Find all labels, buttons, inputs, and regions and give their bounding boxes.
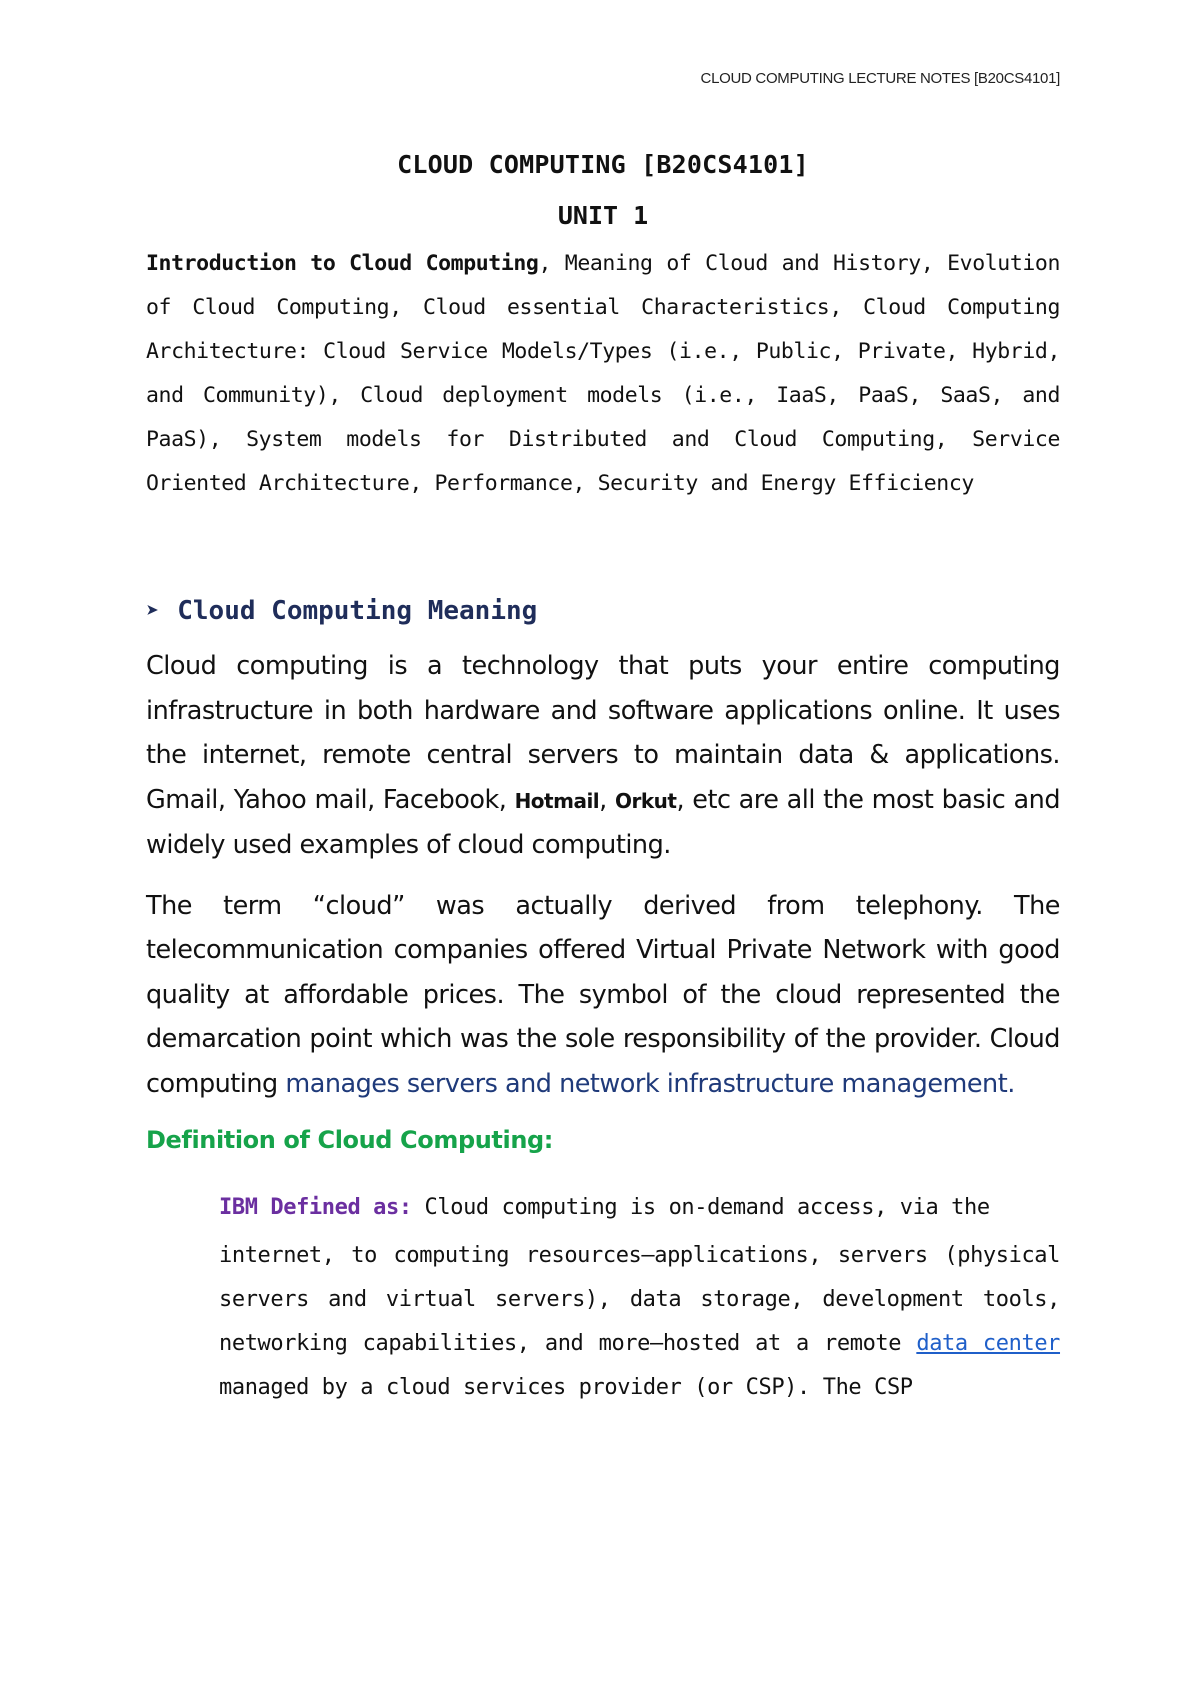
ibm-definition [219,1182,1060,1410]
arrow-bullet-icon: ➤ [146,598,160,624]
orkut-text: Orkut [614,788,677,813]
hotmail-text: Hotmail [514,788,600,813]
ibm-line1: Cloud computing is on-demand access, via the [411,1195,990,1220]
ibm-first-line [219,1182,1060,1234]
definition-heading: Definition of Cloud Computing: [146,1126,553,1154]
cloud-term-highlight: manages servers and network infrastructure management. [285,1068,1015,1099]
ibm-body [219,1234,1060,1410]
running-header: CLOUD COMPUTING LECTURE NOTES [B20CS4101] [700,70,1060,87]
unit-heading: UNIT 1 [557,201,649,230]
section-heading [146,596,1060,626]
ibm-text-end: managed by a cloud services provider (or CSP). The CSP [219,1375,913,1400]
syllabus-paragraph [146,242,1060,506]
document-body [146,150,1060,1410]
meaning-paragraph [146,644,1060,868]
document-title: CLOUD COMPUTING [B20CS4101] [397,150,809,179]
ibm-text: internet, to computing resources—applications, servers (physical servers and virtual servers), data storage, development tools, networking capabilities, and more—hosted at a remote [219,1243,1060,1356]
cloud-term-paragraph [146,884,1060,1107]
syllabus-text: , Meaning of Cloud and History, Evolution of Cloud Computing, Cloud essential Characteristics, Cloud Computing Architecture: Cloud Service Models/Types (i.e., Public, Private, Hybrid, and Community), Cloud deployment models (i.e., IaaS, PaaS, SaaS, and PaaS), System models for Distributed and Cloud Computing, Service Oriented Architecture, Performance, Security and Energy Efficiency [146,251,1061,496]
syllabus-lead: Introduction to Cloud Computing [146,251,539,276]
cloud-term-text: The term “cloud” was actually derived from telephony. The telecommunication companies offered Virtual Private Network with good quality at affordable prices. The symbol of the cloud represented the demarcation point which was the sole responsibility of the provider. Cloud computing [146,890,1060,1099]
meaning-text-end: , etc are all the most basic and widely used examples of cloud computing. [146,784,1061,860]
meaning-text: Cloud computing is a technology that puts your entire computing infrastructure in both hardware and software applications online. It uses the internet, remote central servers to maintain data & applications. Gmail, Yahoo mail, Facebook, [146,651,1060,815]
comma-text: , [599,784,615,815]
data-center-link[interactable]: data center [916,1331,1061,1356]
section-heading-text: Cloud Computing Meaning [177,596,538,626]
ibm-label: IBM Defined as: [219,1195,412,1220]
